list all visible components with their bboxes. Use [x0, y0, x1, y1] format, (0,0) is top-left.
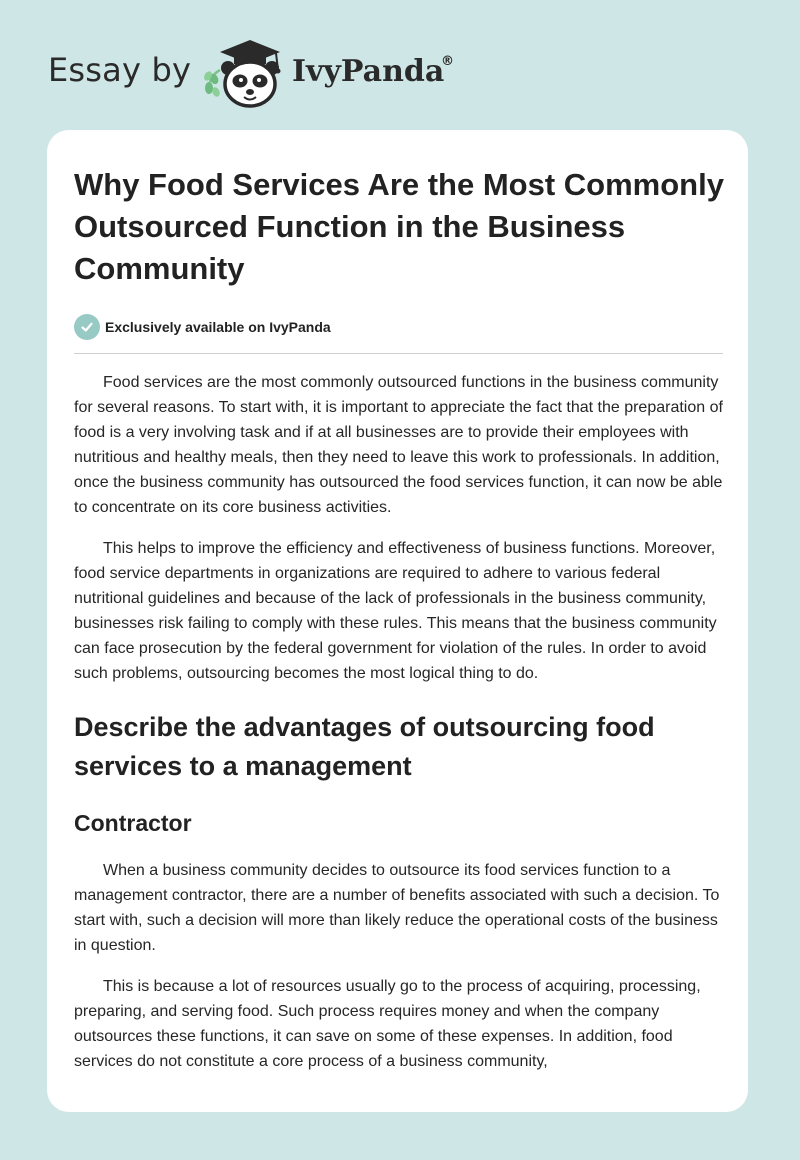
check-circle-icon [74, 314, 100, 340]
article-title: Why Food Services Are the Most Commonly Outsourced Function in the Business Community [74, 167, 724, 286]
paragraph: When a business community decides to outsource its food services function to a management contractor, there are a number of benefits associated with such a decision. To start with, such a decision will more than likely reduce the operational costs of the business in question. [74, 862, 720, 954]
brand-prefix: Essay by [48, 51, 192, 89]
registered-mark: ® [441, 54, 454, 69]
paragraph: Food services are the most commonly outsourced functions in the business community for several reasons. To start with, it is important to appreciate the fact that the preparation of food is a very involving task and if at all businesses are to provide their employees with nutritious and healthy meals, then they need to leave this work to professionals. In addition, once the business community has outsourced the food services function, it can now be able to concentrate on its core business activities. [74, 374, 723, 516]
exclusive-badge [74, 313, 724, 341]
brand-name[interactable]: IvyPanda [292, 54, 445, 89]
divider [74, 353, 723, 354]
section-heading: Describe the advantages of outsourcing food services to a management [74, 712, 655, 781]
paragraph: This helps to improve the efficiency and effectiveness of business functions. Moreover, food service departments in organizations are required to adhere to various federal nutritional guidelines and because of the lack of professionals in the business community, businesses risk failing to comply with these rules. This means that the business community can face prosecution by the federal government for violation of the rules. In order to avoid such problems, outsourcing becomes the most logical thing to do. [74, 540, 717, 682]
sub-heading: Contractor [74, 810, 192, 836]
site-header [0, 0, 800, 130]
article-content [74, 164, 724, 1074]
panda-graduate-icon[interactable] [200, 36, 292, 110]
paragraph: This is because a lot of resources usually go to the process of acquiring, processing, preparing, and serving food. Such process requires money and when the company outsources these functions, it can save on some of these expenses. In addition, food services do not constitute a core process of a business community, [74, 978, 701, 1070]
article-card [47, 130, 748, 1112]
badge-text: Exclusively available on IvyPanda [105, 319, 331, 335]
